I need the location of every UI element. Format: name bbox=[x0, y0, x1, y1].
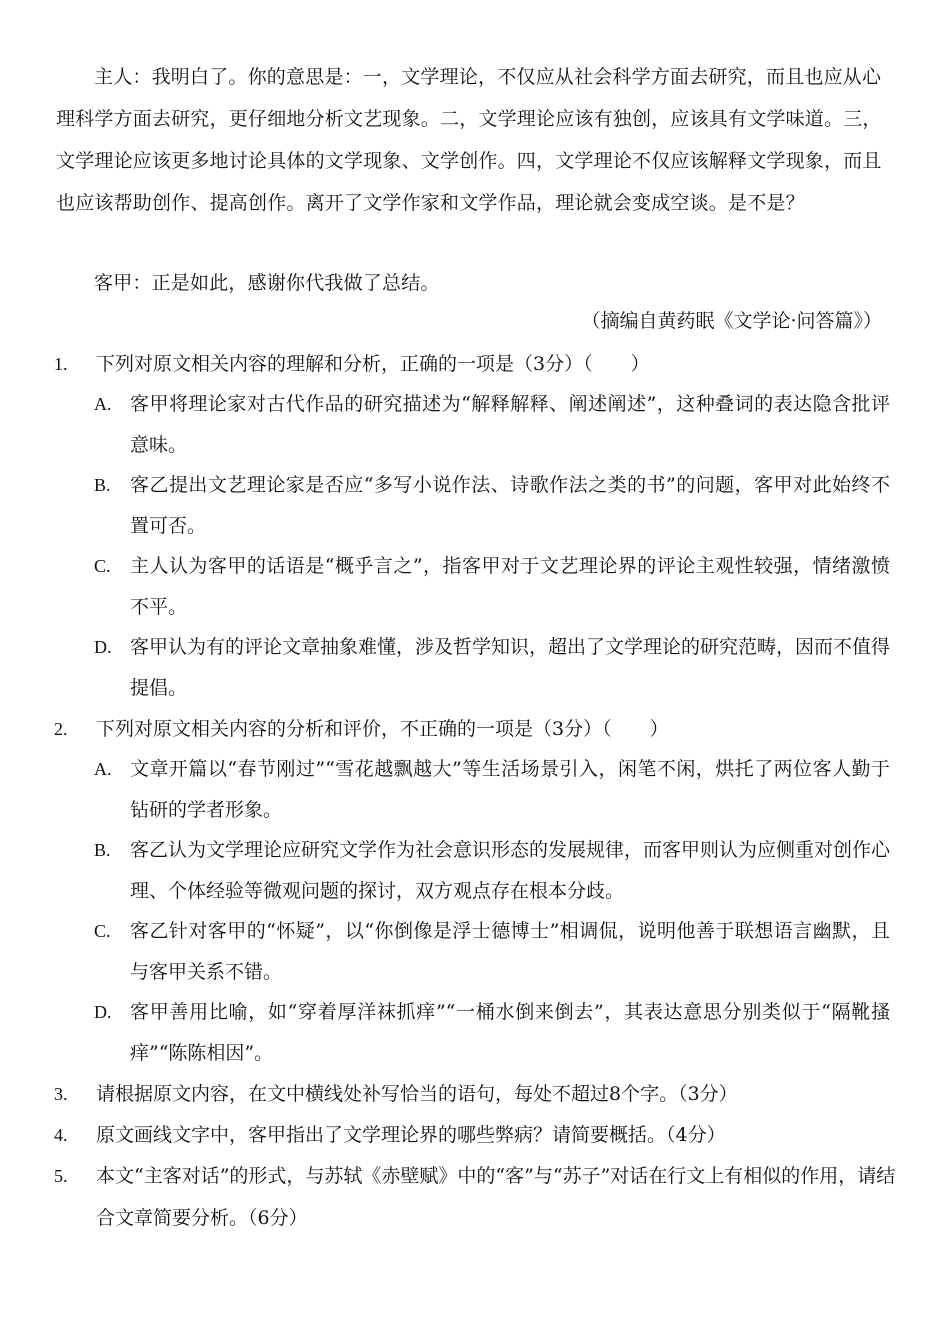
question-1-option-d-text: 客甲认为有的评论文章抽象难懂，涉及哲学知识，超出了文学理论的研究范畴，因而不值得提倡。 bbox=[130, 636, 891, 699]
question-1-option-d-letter: D. bbox=[94, 637, 112, 657]
question-1-option-b-text: 客乙提出文艺理论家是否应“多写小说作法、诗歌作法之类的书”的问题，客甲对此始终不置可否。 bbox=[130, 474, 890, 537]
question-2-option-a-text: 文章开篇以“春节刚过”“雪花越飘越大”等生活场景引入，闲笔不闲，烘托了两位客人勤于钻研的学者形象。 bbox=[130, 758, 890, 821]
question-2-option-b-letter: B. bbox=[94, 840, 111, 860]
host-paragraph-text: 主人：我明白了。你的意思是：一，文学理论，不仅应从社会科学方面去研究，而且也应从心理科学方面去研究，更仔细地分析文艺现象。二，文学理论应该有独创，应该具有文学味道。三，文学理论应该更多地讨论具体的文学现象、文学创作。四，文学理论不仅应该解释文学现象，而且也应该帮助创作、提高创作。离开了文学作家和文学作品，理论就会变成空谈。是不是？ bbox=[56, 66, 882, 214]
question-2-option-b-text: 客乙认为文学理论应研究文学作为社会意识形态的发展规律，而客甲则认为应侧重对创作心理、个体经验等微观问题的探讨，双方观点存在根本分歧。 bbox=[130, 839, 891, 902]
question-2-option-c-text: 客乙针对客甲的“怀疑”，以“你倒像是浮士德博士”相调侃，说明他善于联想语言幽默，且与客甲关系不错。 bbox=[130, 920, 890, 983]
question-1-stem: 下列对原文相关内容的理解和分析，正确的一项是（3分）（ ） bbox=[96, 353, 650, 375]
question-1-option-a-letter: A. bbox=[94, 394, 112, 414]
question-2-stem: 下列对原文相关内容的分析和评价，不正确的一项是（3分）（ ） bbox=[96, 718, 669, 740]
guest-reply bbox=[56, 262, 896, 304]
question-1-option-b-letter: B. bbox=[94, 475, 111, 495]
question-2-number: 2. bbox=[54, 719, 68, 739]
question-3-stem: 请根据原文内容，在文中横线处补写恰当的语句，每处不超过8个字。（3分） bbox=[96, 1083, 738, 1105]
question-2-option-d-letter: D. bbox=[94, 1002, 112, 1022]
host-paragraph bbox=[56, 56, 896, 224]
question-1-number: 1. bbox=[54, 354, 68, 374]
question-2-option-d-text: 客甲善用比喻，如“穿着厚洋袜抓痒”“一桶水倒来倒去”，其表达意思分别类似于“隔靴搔痒”“陈陈相因”。 bbox=[130, 1001, 890, 1064]
question-5-number: 5. bbox=[54, 1166, 68, 1186]
question-3-number: 3. bbox=[54, 1084, 68, 1104]
question-5-stem: 本文“主客对话”的形式，与苏轼《赤壁赋》中的“客”与“苏子”对话在行文上有相似的作用，请结合文章简要分析。（6分） bbox=[96, 1165, 896, 1229]
guest-reply-text: 客甲：正是如此，感谢你代我做了总结。 bbox=[94, 272, 440, 294]
question-2-option-a-letter: A. bbox=[94, 759, 112, 779]
question-1-option-a-text: 客甲将理论家对古代作品的研究描述为“解释解释、阐述阐述”，这种叠词的表达隐含批评意味。 bbox=[130, 393, 890, 456]
question-4-number: 4. bbox=[54, 1125, 68, 1145]
question-1-option-c-letter: C. bbox=[94, 556, 111, 576]
question-2-option-c-letter: C. bbox=[94, 921, 111, 941]
question-4-stem: 原文画线文字中，客甲指出了文学理论界的哪些弊病？请简要概括。（4分） bbox=[96, 1124, 726, 1146]
question-1-option-c-text: 主人认为客甲的话语是“概乎言之”，指客甲对于文艺理论界的评论主观性较强，情绪激愤不平。 bbox=[130, 555, 890, 618]
source-citation: （摘编自黄药眠《文学论·问答篇》） bbox=[581, 310, 882, 332]
